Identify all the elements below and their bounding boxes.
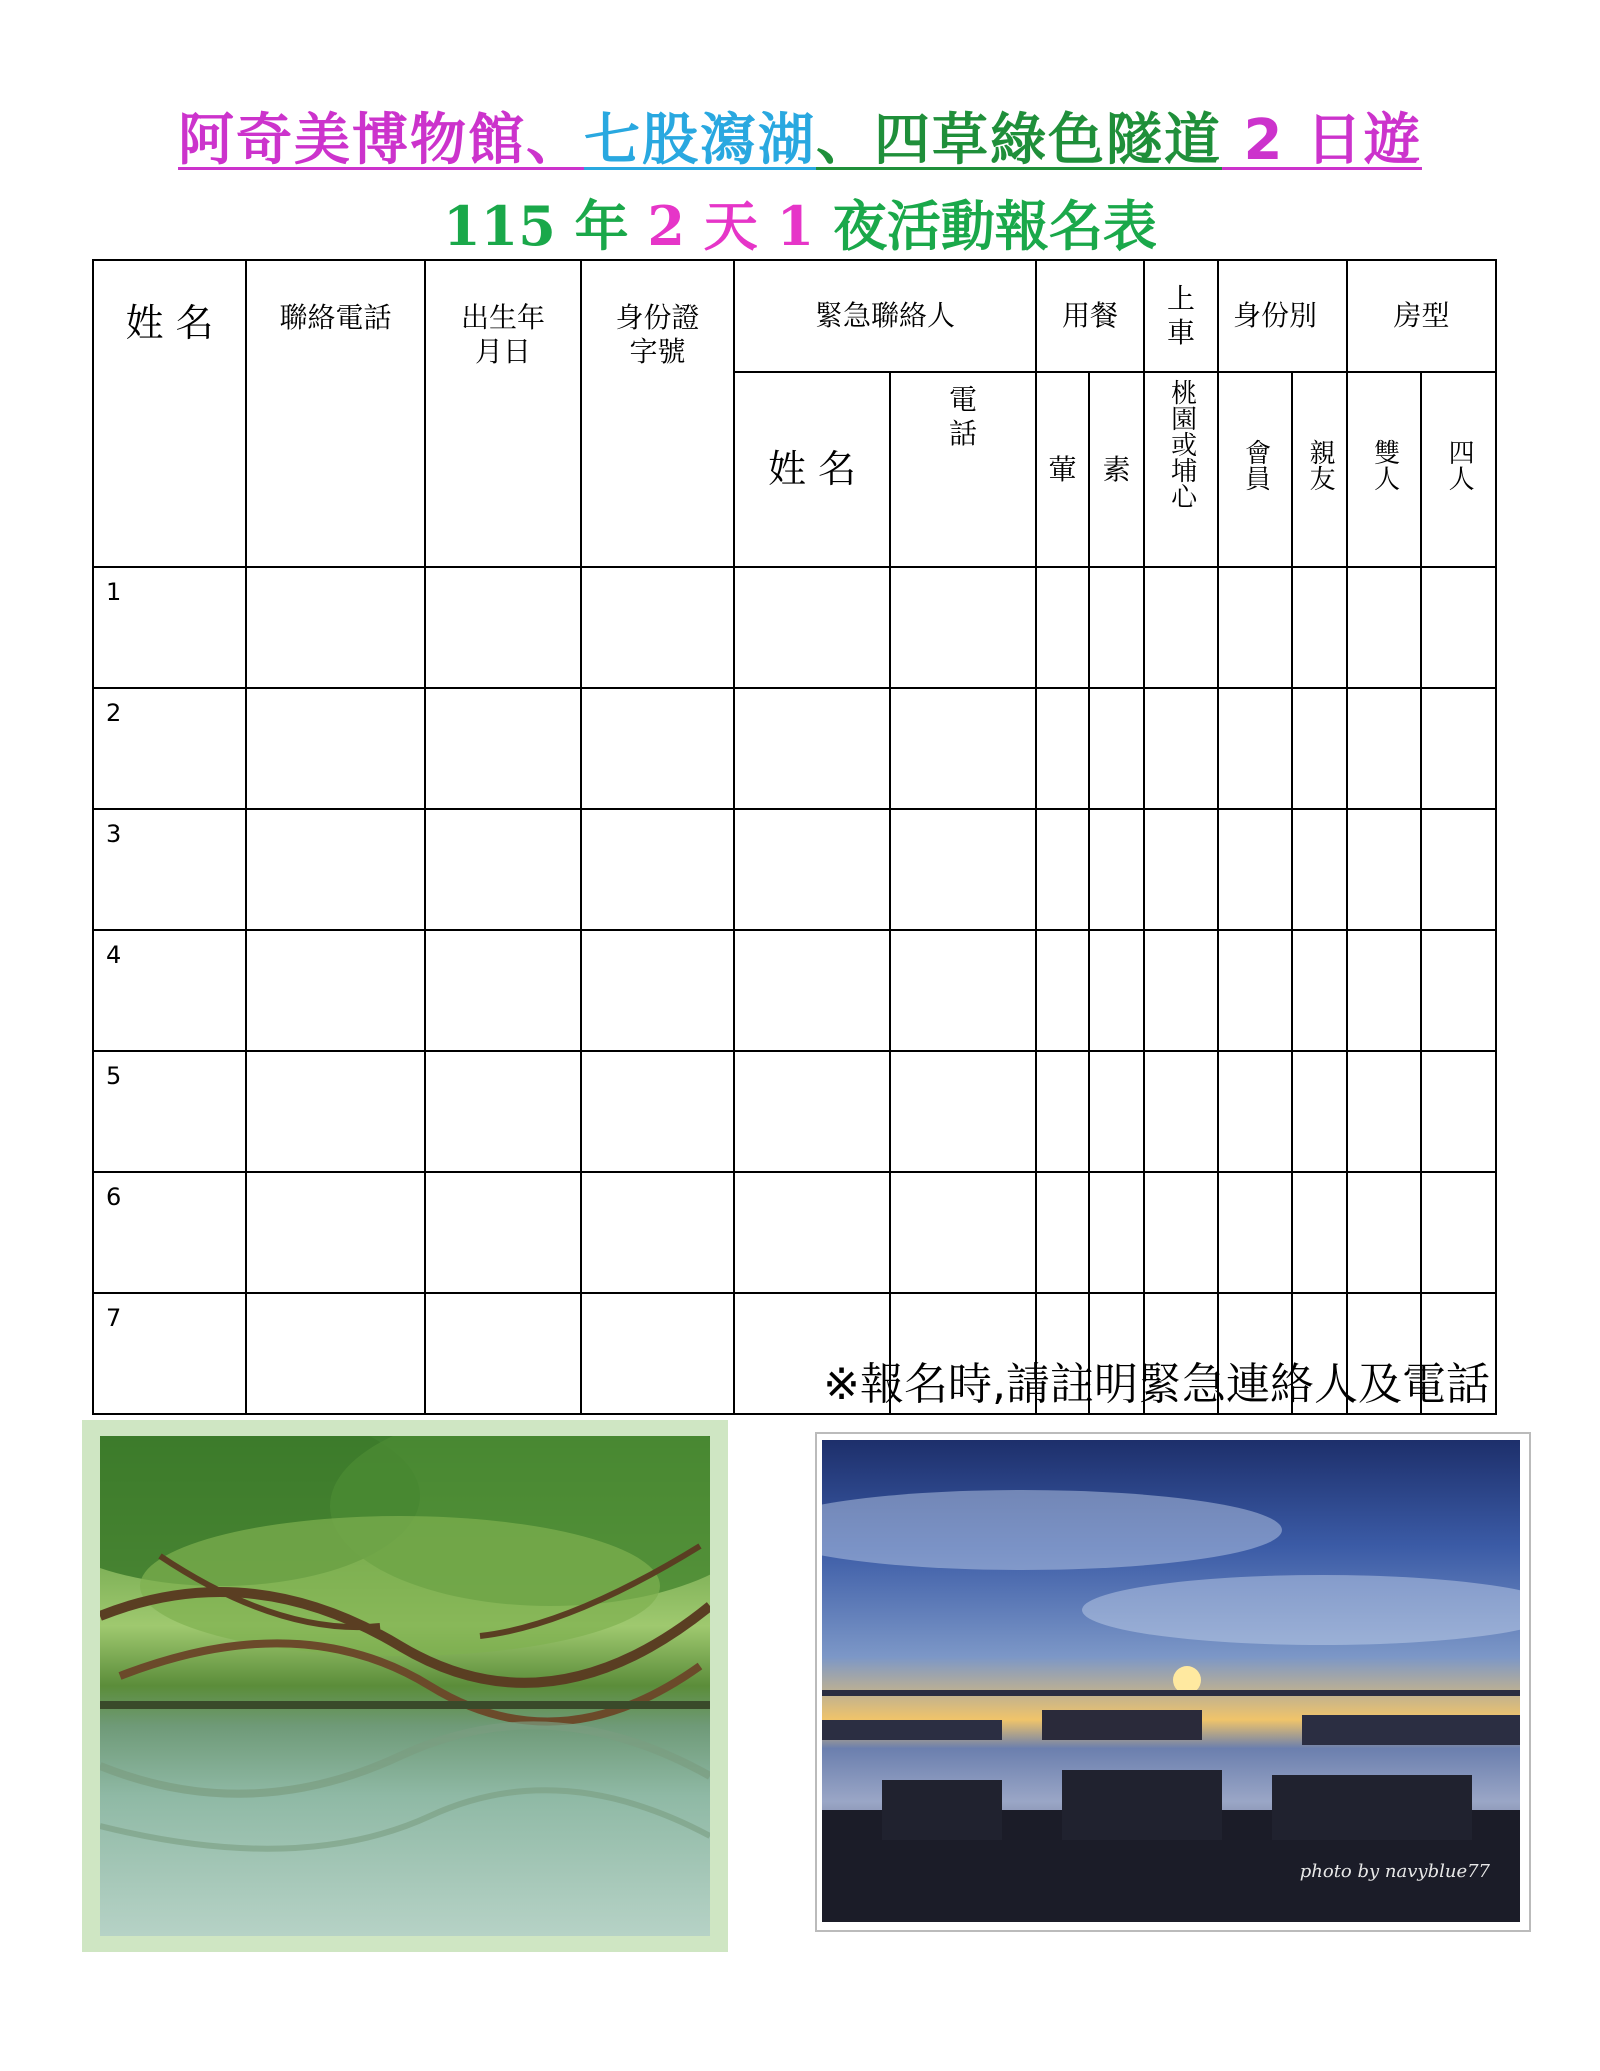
cell-meat[interactable] <box>1036 930 1089 1051</box>
header-name: 姓 名 <box>93 260 246 567</box>
cell-em-name[interactable] <box>734 1051 890 1172</box>
cell-double[interactable] <box>1347 567 1421 688</box>
title-part-tunnel: 、四草綠色隧道 <box>816 108 1223 173</box>
cell-quad[interactable] <box>1421 809 1496 930</box>
header-boarding: 上車 <box>1144 260 1218 372</box>
cell-birth[interactable] <box>425 1293 581 1414</box>
cell-em-phone[interactable] <box>890 809 1036 930</box>
document-title <box>0 96 1600 176</box>
cell-id[interactable] <box>581 1172 734 1293</box>
subtitle-form-name: 夜活動報名表 <box>832 194 1157 258</box>
cell-phone[interactable] <box>246 688 425 809</box>
subheader-veg: 素 <box>1089 372 1144 567</box>
subheader-double: 雙人 <box>1369 439 1400 492</box>
cell-em-phone[interactable] <box>890 930 1036 1051</box>
row-number: 3 <box>93 809 246 930</box>
cell-phone[interactable] <box>246 1172 425 1293</box>
row-number: 4 <box>93 930 246 1051</box>
cell-phone[interactable] <box>246 930 425 1051</box>
header-id: 身份證字號 <box>581 260 734 567</box>
header-room: 房型 <box>1347 260 1496 372</box>
cell-friend[interactable] <box>1292 930 1347 1051</box>
subheader-member: 會員 <box>1240 439 1271 492</box>
cell-birth[interactable] <box>425 930 581 1051</box>
cell-boarding[interactable] <box>1144 567 1218 688</box>
cell-phone[interactable] <box>246 1293 425 1414</box>
green-tunnel-illustration <box>100 1436 710 1936</box>
registration-table <box>92 259 1497 1415</box>
cell-quad[interactable] <box>1421 1172 1496 1293</box>
cell-boarding[interactable] <box>1144 809 1218 930</box>
cell-id[interactable] <box>581 1293 734 1414</box>
subtitle-duration: 2 天 1 <box>647 194 833 258</box>
cell-em-phone[interactable] <box>890 1172 1036 1293</box>
cell-meat[interactable] <box>1036 567 1089 688</box>
cell-member[interactable] <box>1218 1172 1292 1293</box>
cell-veg[interactable] <box>1089 1051 1144 1172</box>
cell-member[interactable] <box>1218 930 1292 1051</box>
title-part-lagoon: 七股瀉湖 <box>584 108 817 173</box>
cell-friend[interactable] <box>1292 567 1347 688</box>
cell-veg[interactable] <box>1089 809 1144 930</box>
cell-quad[interactable] <box>1421 1051 1496 1172</box>
table-row <box>93 809 1496 930</box>
cell-id[interactable] <box>581 567 734 688</box>
cell-boarding[interactable] <box>1144 1172 1218 1293</box>
subheader-friend: 親友 <box>1305 439 1336 492</box>
cell-boarding[interactable] <box>1144 1051 1218 1172</box>
row-number: 1 <box>93 567 246 688</box>
cell-meat[interactable] <box>1036 1051 1089 1172</box>
title-part-museum: 阿奇美博物館、 <box>178 108 585 173</box>
cell-friend[interactable] <box>1292 809 1347 930</box>
table-row <box>93 567 1496 688</box>
lagoon-sunset-photo <box>822 1440 1520 1922</box>
registration-note: ※報名時,請註明緊急連絡人及電話 <box>823 1359 1490 1410</box>
cell-veg[interactable] <box>1089 567 1144 688</box>
cell-quad[interactable] <box>1421 930 1496 1051</box>
cell-friend[interactable] <box>1292 1172 1347 1293</box>
cell-veg[interactable] <box>1089 688 1144 809</box>
cell-veg[interactable] <box>1089 930 1144 1051</box>
cell-phone[interactable] <box>246 1051 425 1172</box>
cell-boarding[interactable] <box>1144 930 1218 1051</box>
subheader-emergency-name: 姓 名 <box>734 372 890 567</box>
table-row <box>93 1172 1496 1293</box>
row-number: 5 <box>93 1051 246 1172</box>
cell-phone[interactable] <box>246 567 425 688</box>
table-row <box>93 688 1496 809</box>
cell-friend[interactable] <box>1292 1051 1347 1172</box>
subheader-emergency-phone: 電話 <box>890 372 1036 567</box>
subtitle-year: 115 年 <box>443 194 648 258</box>
cell-double[interactable] <box>1347 688 1421 809</box>
header-emergency: 緊急聯絡人 <box>734 260 1036 372</box>
cell-em-name[interactable] <box>734 688 890 809</box>
title-part-days: 2 日遊 <box>1222 108 1422 173</box>
header-birth: 出生年月日 <box>425 260 581 567</box>
cell-id[interactable] <box>581 930 734 1051</box>
cell-quad[interactable] <box>1421 688 1496 809</box>
subheader-meat: 葷 <box>1036 372 1089 567</box>
row-number: 7 <box>93 1293 246 1414</box>
cell-boarding[interactable] <box>1144 688 1218 809</box>
document-subtitle <box>0 184 1600 261</box>
cell-meat[interactable] <box>1036 1172 1089 1293</box>
subheader-quad: 四人 <box>1444 439 1475 492</box>
cell-birth[interactable] <box>425 809 581 930</box>
lagoon-sunset-illustration <box>822 1440 1520 1922</box>
table-row <box>93 930 1496 1051</box>
row-number: 6 <box>93 1172 246 1293</box>
cell-em-name[interactable] <box>734 809 890 930</box>
cell-double[interactable] <box>1347 1172 1421 1293</box>
cell-em-name[interactable] <box>734 930 890 1051</box>
cell-meat[interactable] <box>1036 688 1089 809</box>
cell-member[interactable] <box>1218 809 1292 930</box>
cell-member[interactable] <box>1218 688 1292 809</box>
row-number: 2 <box>93 688 246 809</box>
cell-double[interactable] <box>1347 1051 1421 1172</box>
cell-member[interactable] <box>1218 567 1292 688</box>
cell-em-name[interactable] <box>734 1172 890 1293</box>
cell-quad[interactable] <box>1421 567 1496 688</box>
cell-veg[interactable] <box>1089 1172 1144 1293</box>
cell-birth[interactable] <box>425 1051 581 1172</box>
cell-friend[interactable] <box>1292 688 1347 809</box>
cell-double[interactable] <box>1347 930 1421 1051</box>
table-row <box>93 1051 1496 1172</box>
cell-member[interactable] <box>1218 1051 1292 1172</box>
cell-id[interactable] <box>581 809 734 930</box>
green-tunnel-photo <box>100 1436 710 1936</box>
cell-em-phone[interactable] <box>890 688 1036 809</box>
cell-birth[interactable] <box>425 1172 581 1293</box>
cell-em-phone[interactable] <box>890 1051 1036 1172</box>
cell-em-phone[interactable] <box>890 567 1036 688</box>
cell-meat[interactable] <box>1036 809 1089 930</box>
cell-birth[interactable] <box>425 688 581 809</box>
header-identity: 身份別 <box>1218 260 1347 372</box>
header-phone: 聯絡電話 <box>246 260 425 567</box>
cell-phone[interactable] <box>246 809 425 930</box>
cell-double[interactable] <box>1347 809 1421 930</box>
photo-credit: photo by navyblue77 <box>1299 1861 1490 1882</box>
cell-id[interactable] <box>581 1051 734 1172</box>
cell-id[interactable] <box>581 688 734 809</box>
cell-em-name[interactable] <box>734 567 890 688</box>
subheader-boarding-place: 桃園或埔心 <box>1166 379 1197 509</box>
header-meal: 用餐 <box>1036 260 1144 372</box>
cell-birth[interactable] <box>425 567 581 688</box>
